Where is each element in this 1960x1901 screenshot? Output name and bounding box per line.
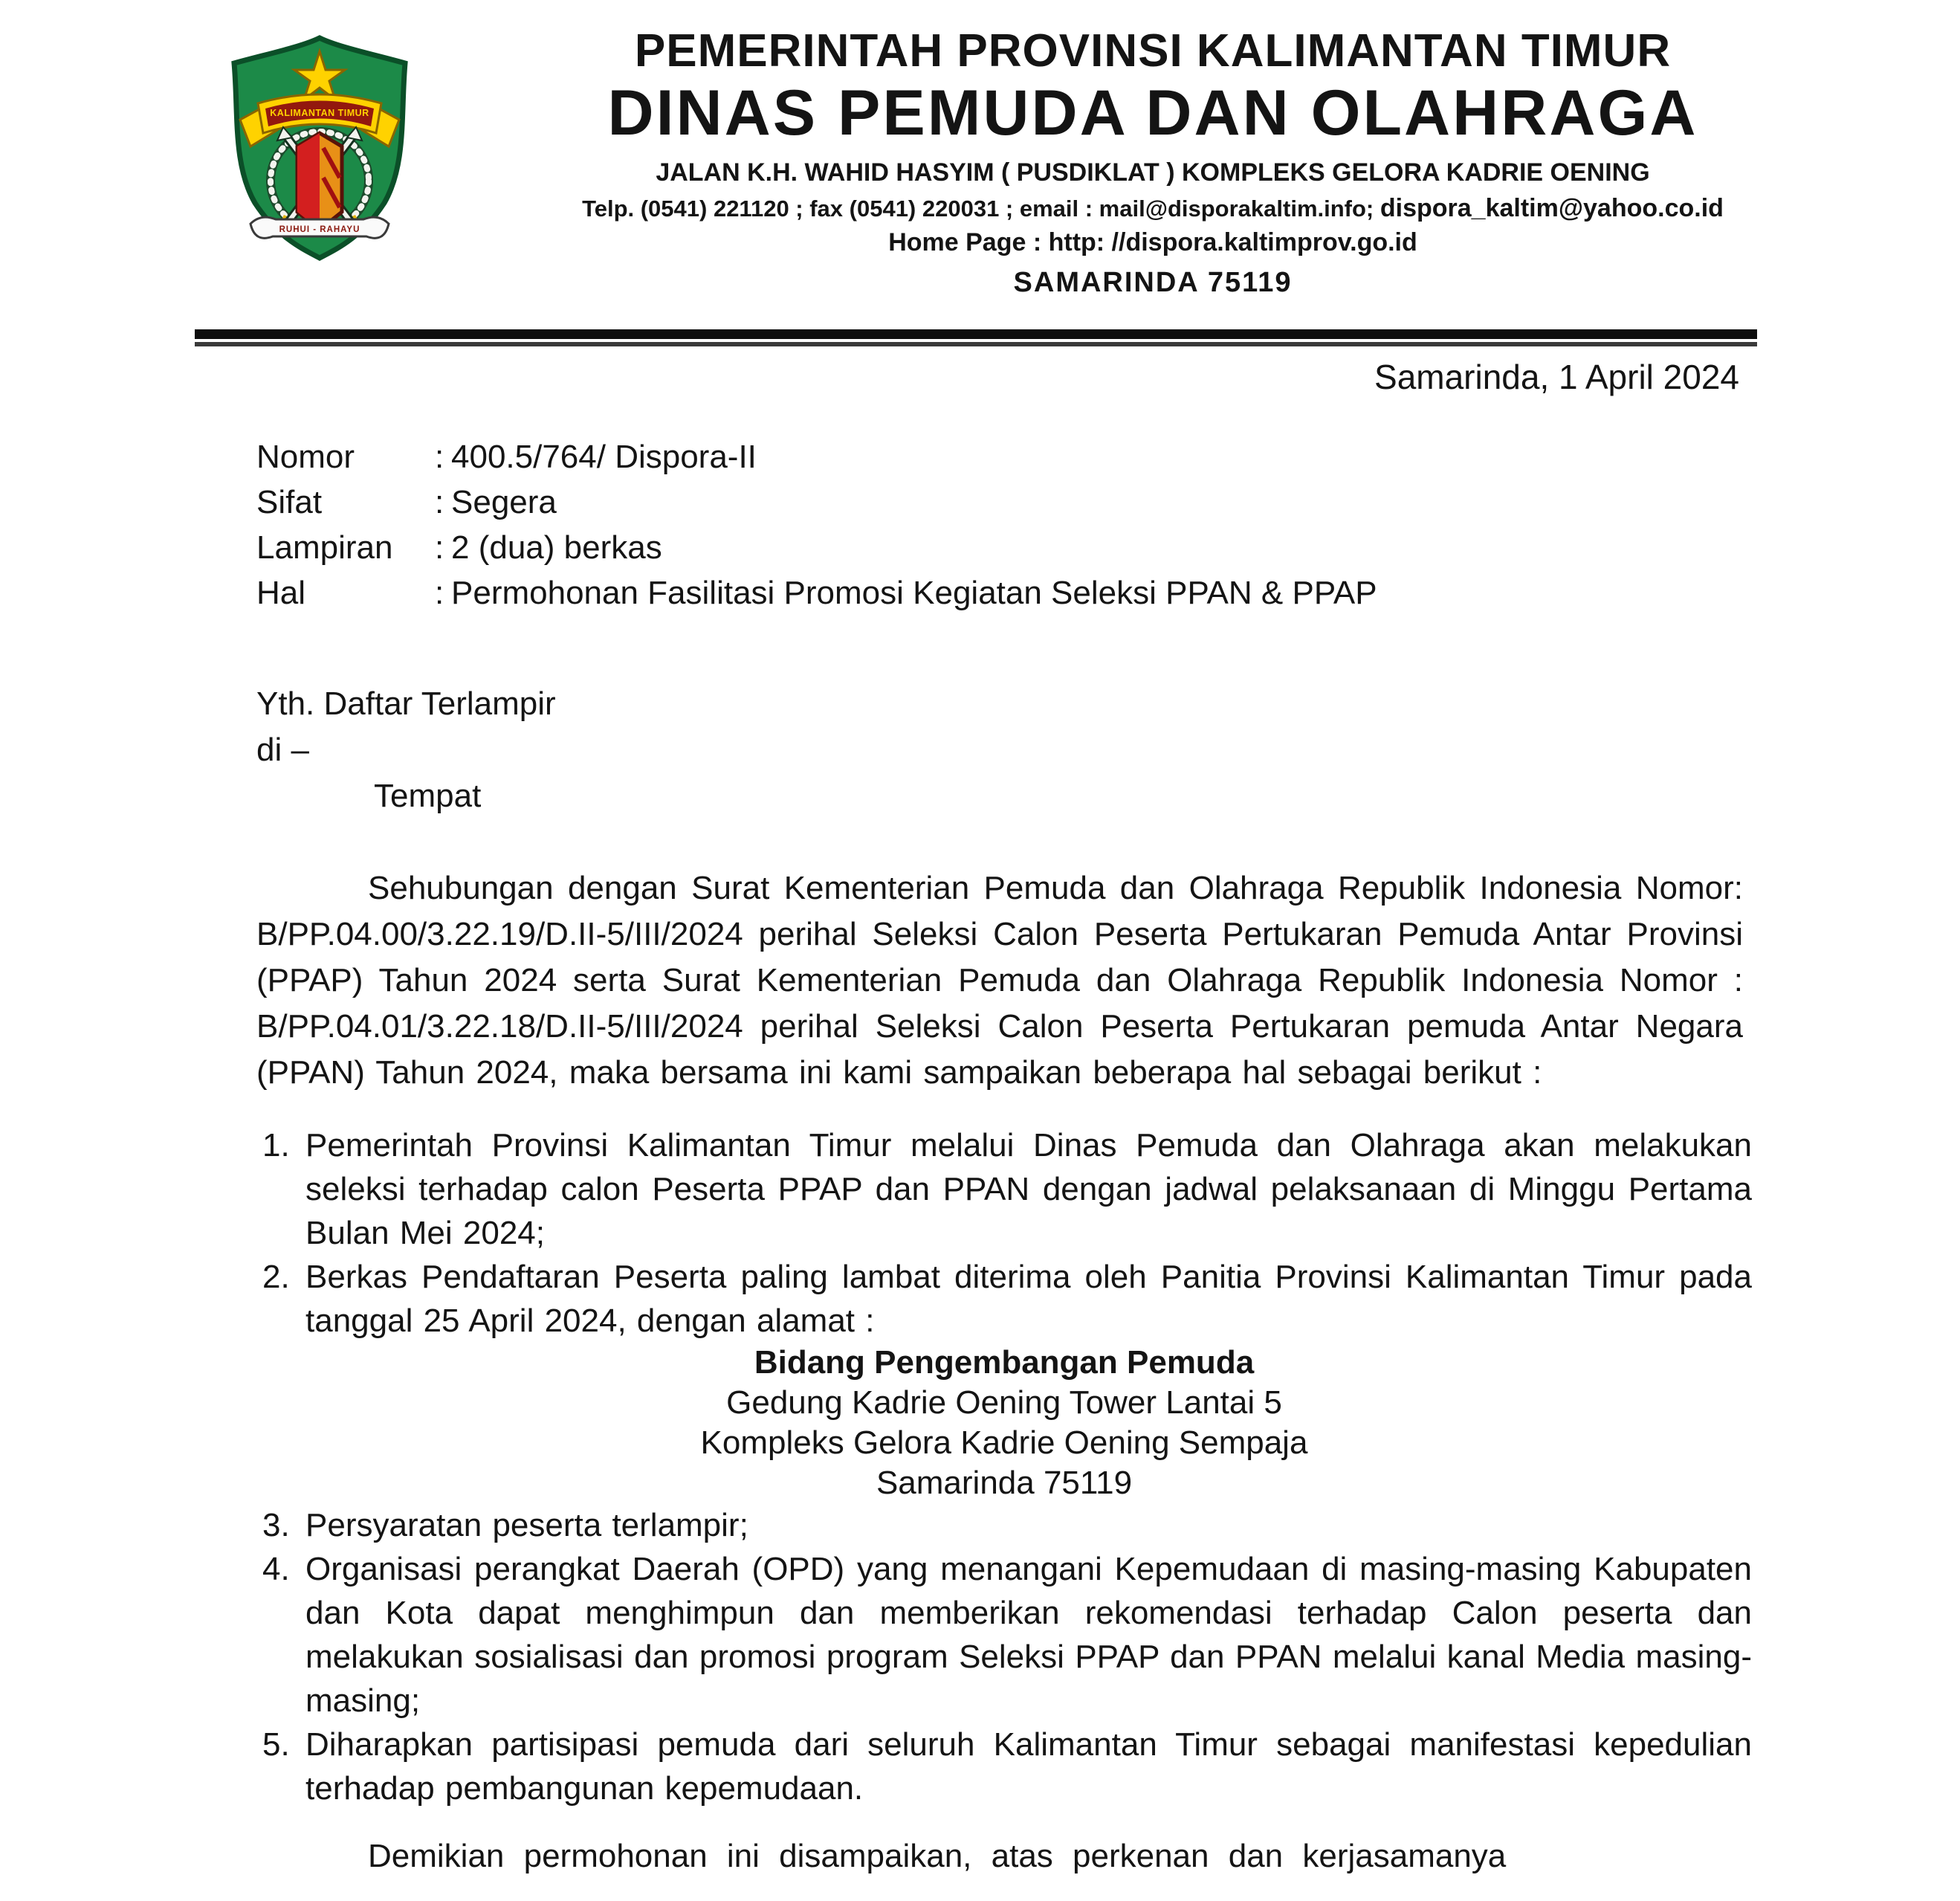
meta-row-sifat: [256, 480, 1743, 525]
address-building: Gedung Kadrie Oening Tower Lantai 5: [726, 1384, 1282, 1421]
meta-label: Nomor: [256, 439, 355, 475]
item-number: 5.: [262, 1726, 290, 1763]
city-postal: SAMARINDA 75119: [1013, 267, 1293, 298]
opening-paragraph: Sehubungan dengan Surat Kementerian Pemuda dan Olahraga Republik Indonesia Nomor: B/PP.04.00/3.22.19/D.II-5/III/2024 perihal Seleksi Calon Peserta Pertukaran Pemuda Antar Provinsi (PPAP) Tahun 2024 serta Surat Kementerian Pemuda dan Olahraga Republik Indonesia Nomor : B/PP.04.01/3.22.18/D.II-5/III/2024 perihal Seleksi Calon Peserta Pertukaran pemuda Antar Negara (PPAN) Tahun 2024, maka bersama ini kami sampaikan beberapa hal sebagai berikut :: [256, 870, 1743, 1091]
meta-colon: :: [435, 439, 444, 475]
meta-value: 2 (dua) berkas: [451, 529, 662, 566]
list-item-5: [256, 1723, 1752, 1810]
meta-colon: :: [435, 484, 444, 520]
meta-value: 400.5/764/ Dispora-II: [451, 439, 757, 475]
closing-paragraph-partial: Demikian permohonan ini disampaikan, atas perkenan dan kerjasamanya: [368, 1838, 1507, 1874]
crest-svg: [212, 31, 427, 263]
item-text: Organisasi perangkat Daerah (OPD) yang menangani Kepemudaan di masing-masing Kabupaten dan Kota dapat menghimpun dan memberikan rekomendasi terhadap Calon peserta dan melakukan sosialisasi dan promosi program Seleksi PPAP dan PPAN melalui kanal Media masing-masing;: [305, 1551, 1752, 1719]
recipient-line2: di –: [256, 732, 309, 768]
letterhead-divider: [195, 329, 1757, 346]
item-text: Berkas Pendaftaran Peserta paling lambat diterima oleh Panitia Provinsi Kalimantan Timur pada tanggal 25 April 2024, dengan alamat :: [305, 1259, 1752, 1339]
item-text: Pemerintah Provinsi Kalimantan Timur melalui Dinas Pemuda dan Olahraga akan melakukan seleksi terhadap calon Peserta PPAP dan PPAN dengan jadwal pelaksanaan di Minggu Pertama Bulan Mei 2024;: [305, 1127, 1752, 1251]
meta-colon: :: [435, 575, 444, 611]
meta-row-hal: [256, 570, 1743, 616]
government-name: PEMERINTAH PROVINSI KALIMANTAN TIMUR: [634, 25, 1672, 77]
meta-value: Segera: [451, 484, 557, 520]
meta-label: Lampiran: [256, 529, 393, 566]
numbered-list: [256, 1123, 1752, 1810]
divider-thick-bar: [195, 329, 1757, 339]
secondary-email: dispora_kaltim@yahoo.co.id: [1380, 194, 1724, 222]
address-complex: Kompleks Gelora Kadrie Oening Sempaja: [700, 1424, 1308, 1461]
item-number: 1.: [262, 1127, 290, 1163]
agency-name: DINAS PEMUDA DAN OLAHRAGA: [607, 77, 1698, 149]
list-item-1: [256, 1123, 1752, 1255]
meta-row-lampiran: [256, 525, 1743, 570]
letterhead-text: [427, 25, 1871, 300]
divider-thin-bar: [195, 342, 1757, 346]
item-number: 4.: [262, 1551, 290, 1587]
dateline: Samarinda, 1 April 2024: [1374, 358, 1739, 396]
recipient-line1: Yth. Daftar Terlampir: [256, 685, 556, 722]
meta-value: Permohonan Fasilitasi Promosi Kegiatan Seleksi PPAN & PPAP: [451, 575, 1377, 611]
address-city: Samarinda 75119: [876, 1465, 1133, 1501]
motto-text: RUHUI - RAHAYU: [279, 225, 360, 234]
meta-label: Sifat: [256, 484, 323, 520]
address-division: Bidang Pengembangan Pemuda: [754, 1344, 1255, 1381]
item-number: 2.: [262, 1259, 290, 1295]
kalimantan-timur-crest-logo: [212, 31, 427, 263]
item-text: Persyaratan peserta terlampir;: [305, 1507, 748, 1543]
letter-meta: [256, 434, 1743, 616]
item-text: Diharapkan partisipasi pemuda dari seluruh Kalimantan Timur sebagai manifestasi kepedulian terhadap pembangunan kepemudaan.: [305, 1726, 1752, 1807]
contact-line: [435, 193, 1871, 224]
letterhead: [0, 0, 1960, 300]
recipient-block: [256, 681, 1743, 819]
meta-colon: :: [435, 529, 444, 566]
ribbon-banner-text: KALIMANTAN TIMUR: [270, 108, 369, 118]
submission-address-block: [256, 1343, 1752, 1503]
list-item-2: [256, 1255, 1752, 1343]
meta-label: Hal: [256, 575, 306, 611]
homepage-line: Home Page : http: //dispora.kaltimprov.go.id: [888, 228, 1417, 256]
street-address: JALAN K.H. WAHID HASYIM ( PUSDIKLAT ) KOMPLEKS GELORA KADRIE OENING: [656, 158, 1650, 187]
recipient-line3: Tempat: [374, 778, 482, 814]
meta-row-nomor: [256, 434, 1743, 480]
list-item-4: [256, 1547, 1752, 1723]
phone-fax-email: Telp. (0541) 221120 ; fax (0541) 220031 ; email : mail@disporakaltim.info;: [582, 196, 1380, 222]
list-item-3: [256, 1503, 1752, 1547]
item-number: 3.: [262, 1507, 290, 1543]
